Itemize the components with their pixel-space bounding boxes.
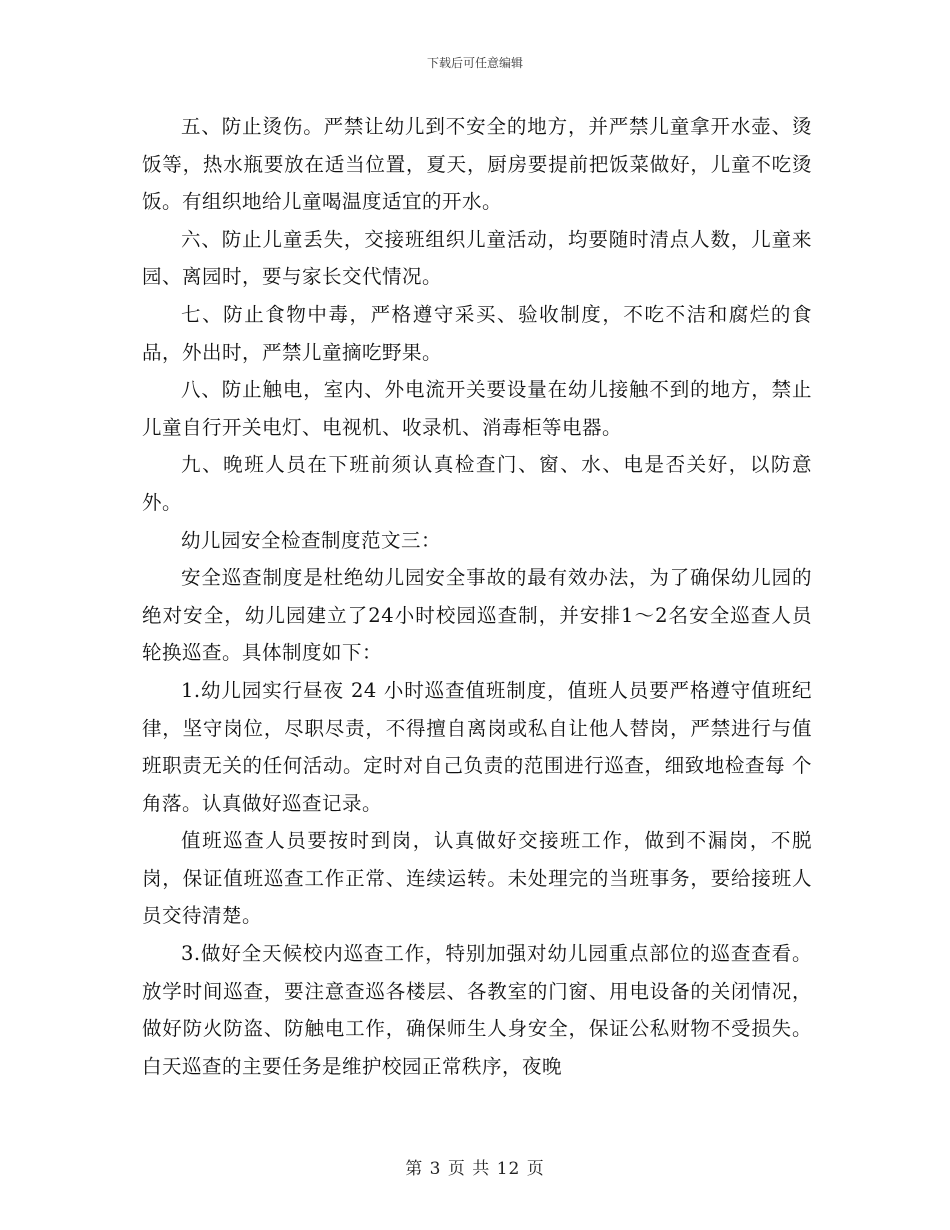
paragraph-prevent-burns: 五、防止烫伤。严禁让幼儿到不安全的地方，并严禁儿童拿开水壶、烫饭等，热水瓶要放在适当位置，夏天，厨房要提前把饭菜做好，儿童不吃烫饭。有组织地给儿童喝温度适宜的开水。	[142, 115, 812, 214]
paragraph-rule-3: 3.做好全天候校内巡查工作，特别加强对幼儿园重点部位的巡查查看。放学时间巡查，要注意查巡各楼层、各教室的门窗、用电设备的关闭情况，做好防火防盗、防触电工作，确保师生人身安全，保证公私财物不受损失。白天巡查的主要任务是维护校园正常秩序，夜晚	[142, 942, 812, 1078]
paragraph-prevent-food-poisoning: 七、防止食物中毒，严格遵守采买、验收制度，不吃不洁和腐烂的食品，外出时，严禁儿童摘吃野果。	[142, 302, 812, 364]
paragraph-rule-1: 1.幼儿园实行昼夜 24 小时巡查值班制度，值班人员要严格遵守值班纪律，坚守岗位，尽职尽责，不得擅自离岗或私自让他人替岗，严禁进行与值班职责无关的任何活动。定时对自己负责的范围进行巡查，细致地检查每 个角落。认真做好巡查记录。	[142, 678, 812, 815]
paragraph-patrol-intro: 安全巡查制度是杜绝幼儿园安全事故的最有效办法，为了确保幼儿园的绝对安全，幼儿园建立了24小时校园巡查制，并安排1～2名安全巡查人员轮换巡查。具体制度如下：	[142, 566, 812, 665]
paragraph-prevent-electric-shock: 八、防止触电，室内、外电流开关要设量在幼儿接触不到的地方，禁止儿童自行开关电灯、电视机、收录机、消毒柜等电器。	[142, 378, 812, 439]
paragraph-night-shift-check: 九、晚班人员在下班前须认真检查门、窗、水、电是否关好，以防意外。	[142, 453, 812, 514]
paragraph-prevent-lost-children: 六、防止儿童丢失，交接班组织儿童活动，均要随时清点人数，儿童来园、离园时，要与家长交代情况。	[142, 227, 812, 289]
section-heading: 幼儿园安全检查制度范文三：	[181, 528, 442, 552]
document-body	[142, 108, 812, 1085]
page-footer: 第 3 页 共 12 页	[405, 1159, 545, 1179]
paragraph-rule-2: 值班巡查人员要按时到岗，认真做好交接班工作，做到不漏岗，不脱岗，保证值班巡查工作正常、连续运转。未处理完的当班事务，要给接班人员交待清楚。	[142, 829, 812, 928]
page-header: 下载后可任意编辑	[426, 56, 523, 70]
